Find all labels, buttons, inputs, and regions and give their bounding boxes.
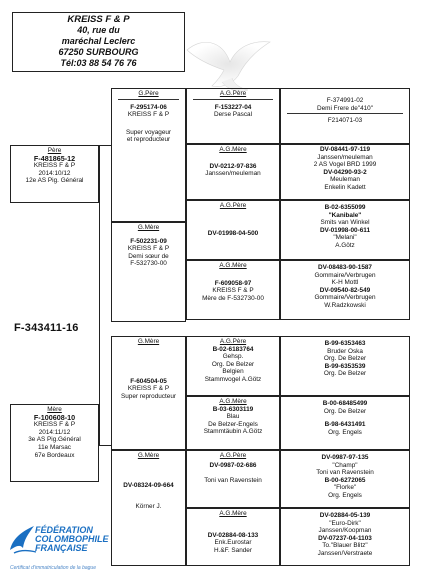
gp-fm-breeder: KREISS F & P xyxy=(127,245,170,253)
ggp-f-l1: Blau xyxy=(226,413,240,421)
ggp-b-breeder: Janssen/meuleman xyxy=(205,170,261,178)
ggp-e-l1: Gehsp. xyxy=(222,353,244,361)
father-breeder: KREISS F & P xyxy=(33,162,76,170)
gggp-r5-l1: Bruder Oska xyxy=(327,347,363,355)
ggp-b-box xyxy=(186,144,280,200)
ggp-h-box xyxy=(186,508,280,566)
ggp-c-title: A.G.Père xyxy=(219,202,247,209)
gggp-r2-ring: DV-08441-97-119 xyxy=(319,146,371,153)
pigeon-ring-number: F-343411-16 xyxy=(14,322,79,334)
gggp-r7-l2: Toni van Ravenstein xyxy=(316,469,374,477)
ggp-d-title: A.G.Mère xyxy=(219,262,247,269)
ggp-d-note: Mère de F-532730-00 xyxy=(202,294,264,302)
gggp-r4-l1: Gommaire/Verbrugen xyxy=(314,271,376,279)
gggp-r2-l4: Enkelin Kadett xyxy=(324,183,366,191)
gggp-r7-l4: Org. Engels xyxy=(328,491,362,499)
mother-note1: 3e AS Pig.Général xyxy=(28,436,81,444)
gggp-r2-l2: 2 AS Vogel BRD 1999 xyxy=(313,161,377,169)
ggp-d-breeder: KREISS F & P xyxy=(212,287,254,295)
gggp-r3-ring: B-02-6355099 xyxy=(324,204,366,211)
ggp-f-title: A.G.Mère xyxy=(219,398,247,405)
gggp-r2-ring2: DV-04290-93-2 xyxy=(323,168,367,176)
ggp-f-l2: De Belzer-Engels xyxy=(208,420,258,428)
gggp-r4-l4: W.Radzkowski xyxy=(324,301,366,309)
gggp-r3-ring2: DV-01998-00-611 xyxy=(319,226,371,234)
ggp-e-ring: B-02-6183764 xyxy=(212,345,254,353)
ggp-g-title: A.G.Père xyxy=(219,452,247,459)
gggp-r8-l3: To."Blauer Blitz" xyxy=(322,542,368,550)
gggp-r5-l2: Org. De Belzer xyxy=(323,355,367,363)
gp-fm-note2: F-532730-00 xyxy=(130,260,167,268)
gggp-r7-l1: "Champ" xyxy=(332,461,358,469)
gggp-r3-box xyxy=(280,200,410,260)
ggp-h-ring: DV-02884-08-133 xyxy=(207,531,259,539)
gggp-r1-l1: Demi Frere de"410" xyxy=(316,104,374,112)
ggp-f-box xyxy=(186,396,280,450)
gp-fm-note1: Demi sœur de xyxy=(128,252,169,260)
federation-logo xyxy=(8,520,138,572)
gggp-r8-l4: Janssen/Verstraete xyxy=(317,549,373,557)
gggp-r1-l2: F214071-03 xyxy=(327,117,363,125)
gggp-r8-box xyxy=(280,508,410,566)
federation-cert: Certificat d'immatriculation de la bague xyxy=(10,565,96,571)
gp-ff-note2: et reproducteur xyxy=(126,136,171,144)
ggp-g-breeder: Toni van Ravenstein xyxy=(204,477,262,485)
ggp-a-title: A.G.Père xyxy=(219,90,247,97)
ggp-e-l4: Stammvogel A.Götz xyxy=(204,375,262,383)
gggp-r8-ring2: DV-07237-04-1103 xyxy=(318,534,372,542)
grandfather-paternal-box xyxy=(111,88,186,222)
mother-breeder: KREISS F & P xyxy=(33,421,76,429)
gggp-r5-box xyxy=(280,336,410,396)
ggp-d-ring: F-609058-97 xyxy=(214,279,252,287)
gggp-r2-l3: Meuleman xyxy=(330,176,360,184)
father-note: 12e AS Pig. Général xyxy=(25,177,84,185)
mother-date: 2014:11/12 xyxy=(38,428,71,436)
gggp-r4-ring: DV-08483-90-1587 xyxy=(317,264,372,271)
gggp-r6-l1: Org. De Belzer xyxy=(323,407,367,415)
gggp-r3-l1: "Kanibale" xyxy=(328,211,362,219)
gp-fm-title: G.Mère xyxy=(137,224,160,231)
father-date: 2014:10/12 xyxy=(38,169,71,177)
gp-fm-ring: F-502231-09 xyxy=(130,237,167,245)
ggp-e-l2: Org. De Belzer xyxy=(211,360,255,368)
owner-name: KREISS F & P xyxy=(67,14,130,25)
owner-city: 67250 SURBOURG xyxy=(58,47,139,57)
gggp-r3-l2: Smits van Winkel xyxy=(320,219,370,227)
owner-street2: maréchal Leclerc xyxy=(61,36,136,46)
gp-mf-ring: F-604504-05 xyxy=(130,377,167,385)
gp-mm-ring: DV-08324-09-664 xyxy=(123,481,174,489)
ggp-e-title: A.G.Père xyxy=(219,338,247,345)
gggp-r6-l2: Org. Engels xyxy=(328,428,362,436)
owner-street1: 40, rue du xyxy=(77,25,120,35)
mother-note3: 67e Bordeaux xyxy=(34,451,75,459)
gp-mm-title: G.Mère xyxy=(137,452,160,459)
federation-line1: FÉDÉRATION xyxy=(35,525,93,535)
mother-ring: F-100608-10 xyxy=(33,412,76,422)
gggp-r7-box xyxy=(280,450,410,508)
ggp-d-box xyxy=(186,260,280,320)
gggp-r1-box xyxy=(280,88,410,144)
gggp-r4-ring2: DV-09540-82-549 xyxy=(319,286,371,294)
ggp-f-ring: B-03-6303119 xyxy=(212,405,254,413)
ggp-b-ring: DV-0212-97-836 xyxy=(209,162,257,170)
gggp-r1-ring: F-374991-02 xyxy=(326,97,364,104)
ggp-h-l1: Enk.Eurostar xyxy=(214,539,252,547)
ggp-a-ring: F-153227-04 xyxy=(214,103,252,111)
gp-mf-note1: Super reproducteur xyxy=(120,392,177,400)
grandfather-maternal-box xyxy=(111,336,186,450)
gggp-r5-ring: B-99-6353463 xyxy=(324,340,366,347)
ggp-a-box xyxy=(186,88,280,144)
gp-mf-title: G.Mère xyxy=(137,338,160,345)
gggp-r8-ring: DV-02884-05-139 xyxy=(319,512,371,519)
gggp-r3-l3: "Melani" xyxy=(333,234,357,242)
ggp-e-l3: Belgien xyxy=(222,368,244,376)
gggp-r6-ring2: B-98-6431491 xyxy=(324,421,366,429)
owner-box xyxy=(12,12,185,72)
gggp-r2-l1: Janssen/meuleman xyxy=(317,153,373,161)
ggp-a-breeder: Derse Pascal xyxy=(213,111,252,119)
gp-ff-breeder: KREISS F & P xyxy=(127,111,170,119)
ggp-g-box xyxy=(186,450,280,508)
mother-note2: 11e Marsac xyxy=(38,443,71,451)
gp-ff-ring: F-295174-06 xyxy=(130,103,167,111)
mother-box xyxy=(10,404,99,482)
ggp-c-ring: DV-01998-04-500 xyxy=(207,229,259,237)
gp-mf-breeder: KREISS F & P xyxy=(127,385,170,393)
ggp-h-title: A.G.Mère xyxy=(219,510,247,517)
gggp-r2-box xyxy=(280,144,410,200)
ggp-g-ring: DV-0987-02-686 xyxy=(209,461,257,469)
gggp-r7-l3: "Florke" xyxy=(333,484,357,492)
gp-ff-title: G.Père xyxy=(138,90,159,97)
gggp-r4-box xyxy=(280,260,410,320)
gggp-r4-l3: Gommaire/Verbrugen xyxy=(314,294,376,302)
owner-phone: Tél:03 88 54 76 76 xyxy=(60,58,137,68)
father-box xyxy=(10,145,99,203)
ggp-e-box xyxy=(186,336,280,396)
gggp-r6-ring: B-00-68485499 xyxy=(322,400,368,407)
ggp-c-box xyxy=(186,200,280,260)
ggp-f-l3: Stammtäubin A.Götz xyxy=(203,428,263,436)
ggp-h-l2: H.&F. Sander xyxy=(213,546,252,554)
gggp-r6-box xyxy=(280,396,410,450)
federation-line2: COLOMBOPHILE xyxy=(35,534,109,544)
gggp-r7-ring: DV-0987-97-135 xyxy=(321,454,369,461)
father-title: Père xyxy=(47,147,62,154)
gp-mm-breeder: Körner J. xyxy=(135,503,162,511)
ggp-b-title: A.G.Mère xyxy=(219,146,247,153)
father-ring: F-481865-12 xyxy=(33,153,76,163)
gggp-r3-l4: A.Götz xyxy=(335,241,355,249)
gggp-r8-l1: "Euro-Dirk" xyxy=(329,519,361,527)
gggp-r8-l2: Janssen/Koopman xyxy=(318,527,372,535)
gggp-r5-ring2: B-99-6353539 xyxy=(324,362,366,370)
federation-dove-icon xyxy=(8,520,38,556)
grandmother-paternal-box xyxy=(111,222,186,322)
gggp-r5-l3: Org. De Belzer xyxy=(323,370,367,378)
gggp-r4-l2: K-H Mottl xyxy=(331,279,359,287)
federation-line3: FRANÇAISE xyxy=(35,543,88,553)
mother-title: Mère xyxy=(47,406,62,413)
gp-ff-note1: Super voyageur xyxy=(125,128,172,136)
gggp-r7-ring2: B-00-6272065 xyxy=(324,476,366,484)
